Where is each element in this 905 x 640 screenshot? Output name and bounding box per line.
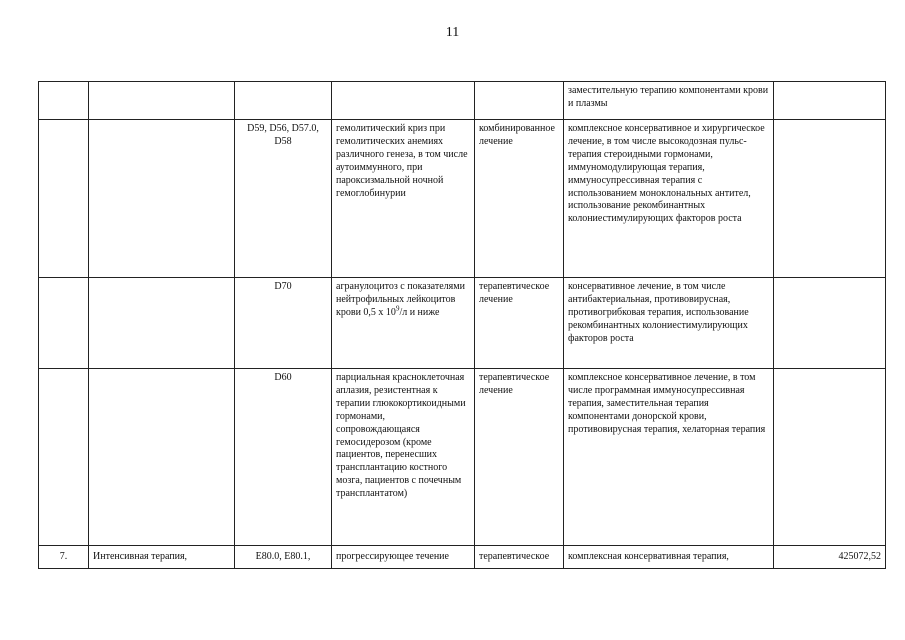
cost-cell: 425072,52	[774, 546, 886, 569]
care-type-cell	[89, 120, 235, 278]
table-row	[39, 369, 886, 546]
treatment-type-cell: терапевтическое	[475, 546, 564, 569]
cost-cell	[774, 369, 886, 546]
icd-codes-cell: D59, D56, D57.0, D58	[235, 120, 332, 278]
patient-model-cell	[332, 82, 475, 120]
care-type-cell: Интенсивная терапия,	[89, 546, 235, 569]
patient-model-cell: гемолитический криз при гемолитических анемиях различного генеза, в том числе аутоиммунного, при пароксизмальной ночной гемоглобинурии	[332, 120, 475, 278]
treatment-type-cell: терапевтическое лечение	[475, 278, 564, 369]
treatment-method-cell: заместительную терапию компонентами крови и плазмы	[564, 82, 774, 120]
icd-codes-cell	[235, 82, 332, 120]
treatment-method-cell: комплексное консервативное и хирургическое лечение, в том числе высокодозная пульс-терапия стероидными гормонами, иммуномодулирующая терапия, иммуносупрессивная терапия с использованием моноклональных антител, использование рекомбинантных колониестимулирующих факторов роста	[564, 120, 774, 278]
row-number-cell	[39, 369, 89, 546]
care-type-cell	[89, 369, 235, 546]
page-number: 11	[445, 25, 460, 40]
treatment-type-cell	[475, 82, 564, 120]
care-type-cell	[89, 278, 235, 369]
table-row	[39, 120, 886, 278]
table-row	[39, 546, 886, 569]
cost-cell	[774, 120, 886, 278]
patient-model-unit: /л и ниже	[399, 306, 440, 318]
row-number-cell	[39, 120, 89, 278]
cost-cell	[774, 82, 886, 120]
icd-codes-cell: E80.0, E80.1,	[235, 546, 332, 569]
row-number-cell: 7.	[39, 546, 89, 569]
patient-model-text: агранулоцитоз с показателями нейтрофильных лейкоцитов крови 0,5 х 10	[336, 281, 465, 318]
icd-codes-cell: D60	[235, 369, 332, 546]
medical-care-table	[38, 81, 886, 569]
treatment-method-cell: комплексная консервативная терапия,	[564, 546, 774, 569]
patient-model-cell: парциальная красноклеточная аплазия, резистентная к терапии глюкокортикоидными гормонами, сопровождающаяся гемосидерозом (кроме пациентов, перенесших трансплантацию костного мозга, пациентов с почечным трансплантатом)	[332, 369, 475, 546]
patient-model-cell	[332, 278, 475, 369]
treatment-method-cell: комплексное консервативное лечение, в том числе программная иммуносупрессивная терапия, заместительная терапия компонентами донорской крови, противовирусная терапия, хелаторная терапия	[564, 369, 774, 546]
icd-codes-cell: D70	[235, 278, 332, 369]
exponent: 9	[395, 304, 400, 313]
cost-cell	[774, 278, 886, 369]
care-type-cell	[89, 82, 235, 120]
treatment-type-cell: комбинированное лечение	[475, 120, 564, 278]
treatment-method-cell: консервативное лечение, в том числе антибактериальная, противовирусная, противогрибковая терапия, использование рекомбинантных колониестимулирующих факторов роста	[564, 278, 774, 369]
row-number-cell	[39, 278, 89, 369]
treatment-type-cell: терапевтическое лечение	[475, 369, 564, 546]
table-row	[39, 278, 886, 369]
row-number-cell	[39, 82, 89, 120]
table-row	[39, 82, 886, 120]
patient-model-cell: прогрессирующее течение	[332, 546, 475, 569]
